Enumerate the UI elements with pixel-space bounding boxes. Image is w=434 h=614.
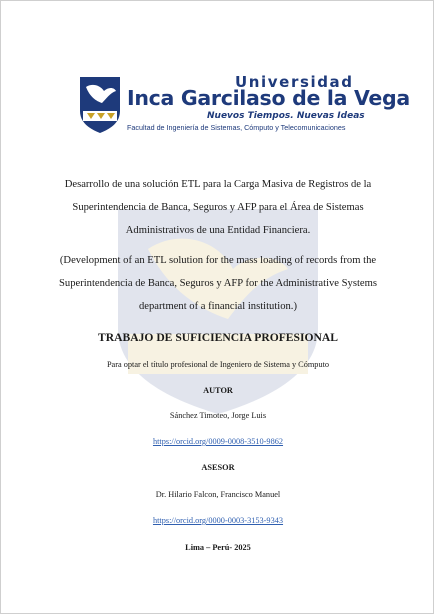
place-date: Lima – Perú- 2025 xyxy=(185,543,251,552)
thesis-title-line-2: Superintendencia de Banca, Seguros y AFP para el Área de Sistemas xyxy=(72,202,364,213)
english-title-line-2: Superintendencia de Banca, Seguros y AFP for the Administrative Systems xyxy=(59,278,377,289)
author-orcid-link[interactable]: https://orcid.org/0009-0008-3510-9862 xyxy=(152,437,284,446)
advisor-label: ASESOR xyxy=(201,463,235,472)
english-title-line-1: (Development of an ETL solution for the mass loading of records from the xyxy=(59,255,377,266)
thesis-title-line-3: Administrativos de una Entidad Financiera. xyxy=(125,225,311,236)
university-name: Inca Garcilaso de la Vega xyxy=(127,86,410,110)
university-shield-icon xyxy=(80,77,120,133)
thesis-title-line-1: Desarrollo de una solución ETL para la Carga Masiva de Registros de la xyxy=(64,179,372,190)
degree-text: Para optar el título profesional de Ingeniero de Sistema y Cómputo xyxy=(106,360,330,369)
faculty-name: Facultad de Ingeniería de Sistemas, Cómputo y Telecomunicaciones xyxy=(127,123,346,132)
university-logo xyxy=(80,73,410,135)
advisor-orcid-link[interactable]: https://orcid.org/0000-0003-3153-9343 xyxy=(152,516,284,525)
author-label: AUTOR xyxy=(203,386,233,395)
university-word: Universidad xyxy=(235,73,354,91)
author-name: Sánchez Timoteo, Jorge Luis xyxy=(169,411,267,420)
english-title-line-3: department of a financial institution.) xyxy=(139,301,297,312)
advisor-name: Dr. Hilario Falcon, Francisco Manuel xyxy=(155,490,281,499)
work-type-heading: TRABAJO DE SUFICIENCIA PROFESIONAL xyxy=(98,331,338,344)
university-motto: Nuevos Tiempos. Nuevas Ideas xyxy=(207,111,365,121)
